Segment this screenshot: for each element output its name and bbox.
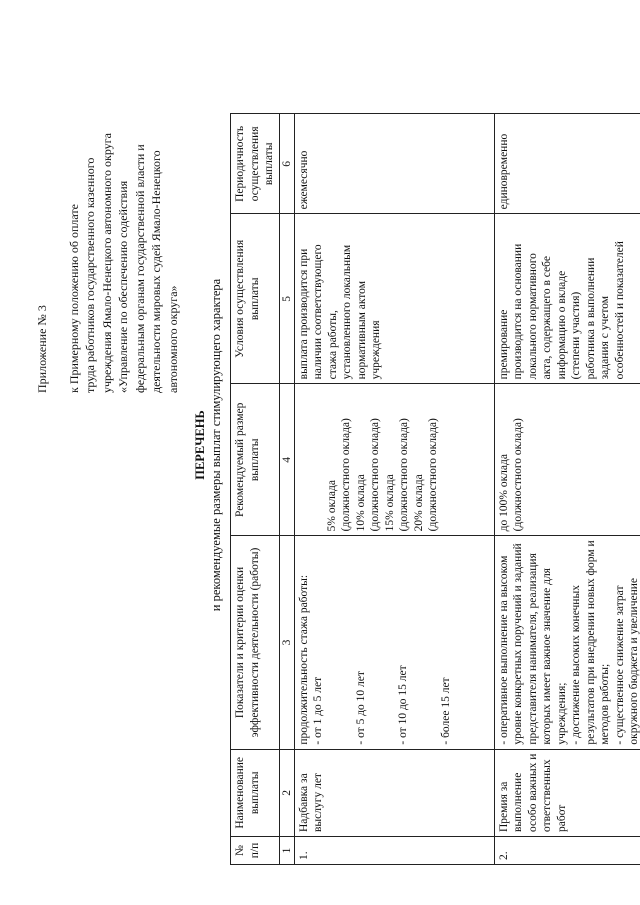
payment-conditions: премирование производится на основании локального нормативного акта, содержащего в себе информацию о вкладе (степени участия) работника в выполнении задания с учетом особенностей и показателей [494, 214, 640, 384]
column-number-row [279, 114, 294, 865]
appendix-block [34, 13, 181, 393]
payment-period: ежемесячно [294, 114, 494, 214]
header-size: Рекомендуемый размер выплаты [231, 384, 280, 536]
column-number: 1 [279, 837, 294, 865]
column-number: 3 [279, 536, 294, 749]
column-number: 5 [279, 214, 294, 384]
header-criteria: Показатели и критерии оценки эффективности деятельности (работы) [231, 536, 280, 749]
header-num: № п/п [231, 837, 280, 865]
appendix-line: труда работников государственного казенного [83, 157, 97, 393]
title-subheading: и рекомендуемые размеры выплат стимулирующего характера [209, 278, 223, 612]
row-number: 1. [294, 837, 494, 865]
payment-name: Премия за выполнение особо важных и ответственных работ [494, 749, 640, 836]
payment-name: Надбавка за выслугу лет [294, 749, 494, 836]
table-header-row [231, 114, 280, 865]
payment-size: 5% оклада (должностного оклада) 10% оклада (должностного оклада) 15% оклада (должностного оклада) 20% оклада (должностного оклада) [294, 384, 494, 536]
appendix-line: учреждения Ямало-Ненецкого автономного округа [99, 133, 114, 393]
column-number: 4 [279, 384, 294, 536]
header-conditions: Условия осуществления выплаты [231, 214, 280, 384]
document-title [192, 165, 224, 725]
header-name: Наименование выплаты [231, 749, 280, 836]
table-row [294, 114, 494, 865]
appendix-line: «Управление по обеспечению содействия [116, 180, 130, 393]
header-period: Периодичность осуществления выплаты [231, 114, 280, 214]
payment-size: до 100% оклада (должностного оклада) [494, 384, 640, 536]
appendix-line: федеральным органам государственной власти и [132, 144, 147, 393]
payments-table [230, 113, 640, 865]
row-number: 2. [494, 837, 640, 865]
title-heading: ПЕРЕЧЕНЬ [193, 410, 207, 480]
appendix-line: деятельности мировых судей Ямало-Ненецкого [149, 150, 163, 393]
payment-period: единовременно [494, 114, 640, 214]
appendix-line: автономного округа» [165, 285, 180, 393]
appendix-line: к Примерному положению об оплате [66, 204, 81, 393]
payment-criteria: продолжительность стажа работы: - от 1 до 5 лет - от 5 до 10 лет - от 10 до 15 лет - более 15 лет [294, 536, 494, 749]
payment-criteria: - оперативное выполнение на высоком уровне конкретных поручений и заданий представителя нанимателя, реализация которых имеет важное значение для учреждения; - достижение высоких конечных результатов при внедрении новых форм и методов работы; - существенное снижение затрат окружного бюджета и увеличение [494, 536, 640, 749]
column-number: 2 [279, 749, 294, 836]
table-row [494, 114, 640, 865]
column-number: 6 [279, 114, 294, 214]
appendix-number: Приложение № 3 [35, 305, 49, 393]
payment-conditions: выплата производится при наличии соответствующего стажа работы, установленного локальным нормативным актом учреждения [294, 214, 494, 384]
